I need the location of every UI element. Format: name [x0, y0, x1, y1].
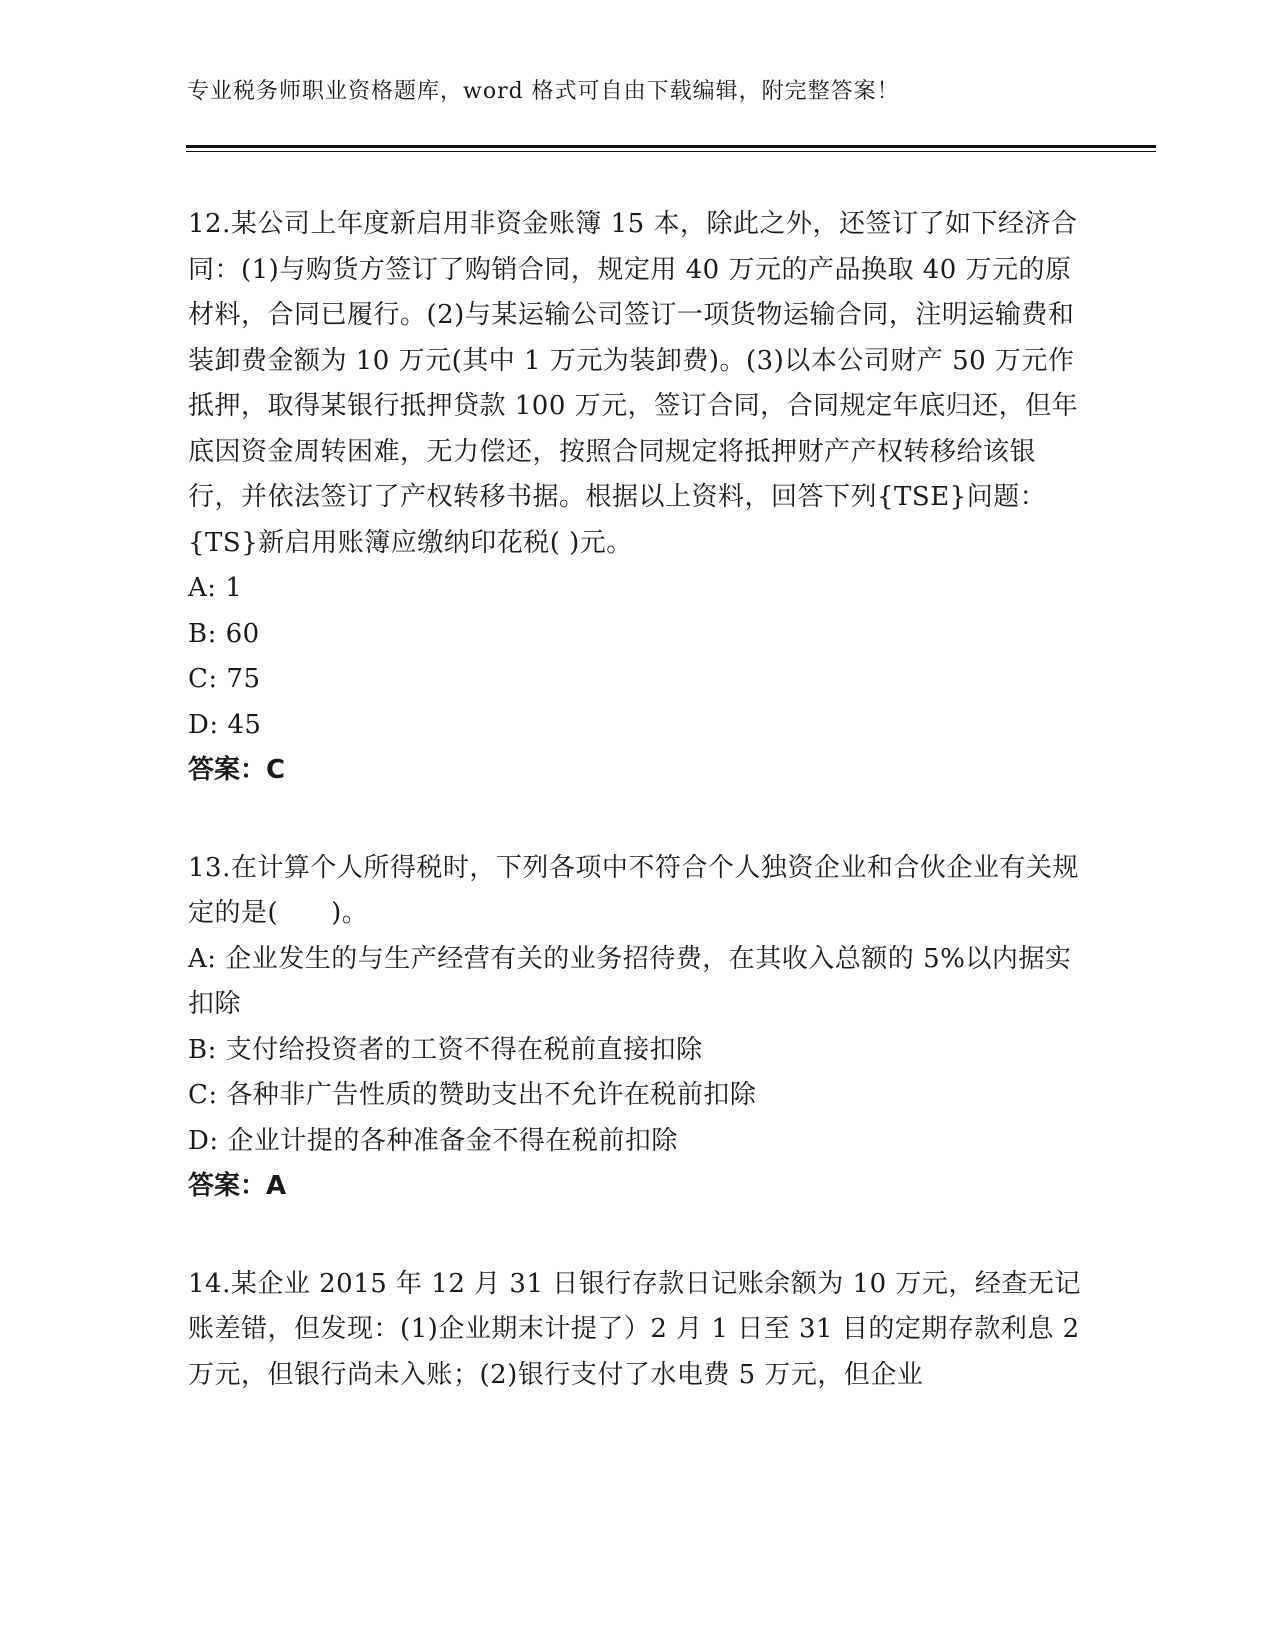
option-a: A: 1 — [188, 573, 243, 603]
question-stem: 12.某公司上年度新启用非资金账簿 15 本，除此之外，还签订了如下经济合同：(1)与购货方签订了购销合同，规定用 40 万元的产品换取 40 万元的原材料，合同已履行。(2)与某运输公司签订一项货物运输合同，注明运输费和装卸费金额为 10 万元(其中 1 万元为装卸费)。(3)以本公司财产 50 万元作抵押，取得某银行抵押贷款 100 万元，签订合同，合同规定年底归还，但年底因资金周转困难，无力偿还，按照合同规定将抵押财产产权转移给该银行，并依法签订了产权转移书据。根据以上资料，回答下列{TSE}问题：{TS}新启用账簿应缴纳印花税( )元。 — [188, 209, 1079, 558]
header-rule-thin — [186, 151, 1156, 152]
option-d: D: 企业计提的各种准备金不得在税前扣除 — [188, 1125, 678, 1156]
question-13 — [188, 846, 1088, 1210]
option-c: C: 各种非广告性质的赞助支出不允许在税前扣除 — [188, 1080, 757, 1110]
header-rule-thick — [186, 145, 1156, 148]
page-header: 专业税务师职业资格题库，word 格式可自由下载编辑，附完整答案！ — [187, 79, 900, 104]
option-b: B: 支付给投资者的工资不得在税前直接扣除 — [188, 1034, 703, 1065]
answer: 答案：C — [188, 755, 286, 785]
option-a: A: 企业发生的与生产经营有关的业务招待费，在其收入总额的 5%以内据实扣除 — [188, 943, 1072, 1019]
question-14 — [188, 1262, 1088, 1399]
question-stem: 14.某企业 2015 年 12 月 31 日银行存款日记账余额为 10 万元，经查无记账差错，但发现：(1)企业期末计提了）2 月 1 日至 31 目的定期存款利息 2 万元，但银行尚未入账；(2)银行支付了水电费 5 万元，但企业 — [188, 1268, 1081, 1390]
option-b: B: 60 — [188, 618, 260, 649]
option-c: C: 75 — [188, 664, 261, 694]
question-list — [188, 202, 1088, 1450]
question-12 — [188, 202, 1088, 794]
option-d: D: 45 — [188, 709, 262, 740]
question-stem: 13.在计算个人所得税时，下列各项中不符合个人独资企业和合伙企业有关规定的是( )。 — [188, 852, 1079, 928]
answer: 答案：A — [188, 1171, 287, 1201]
